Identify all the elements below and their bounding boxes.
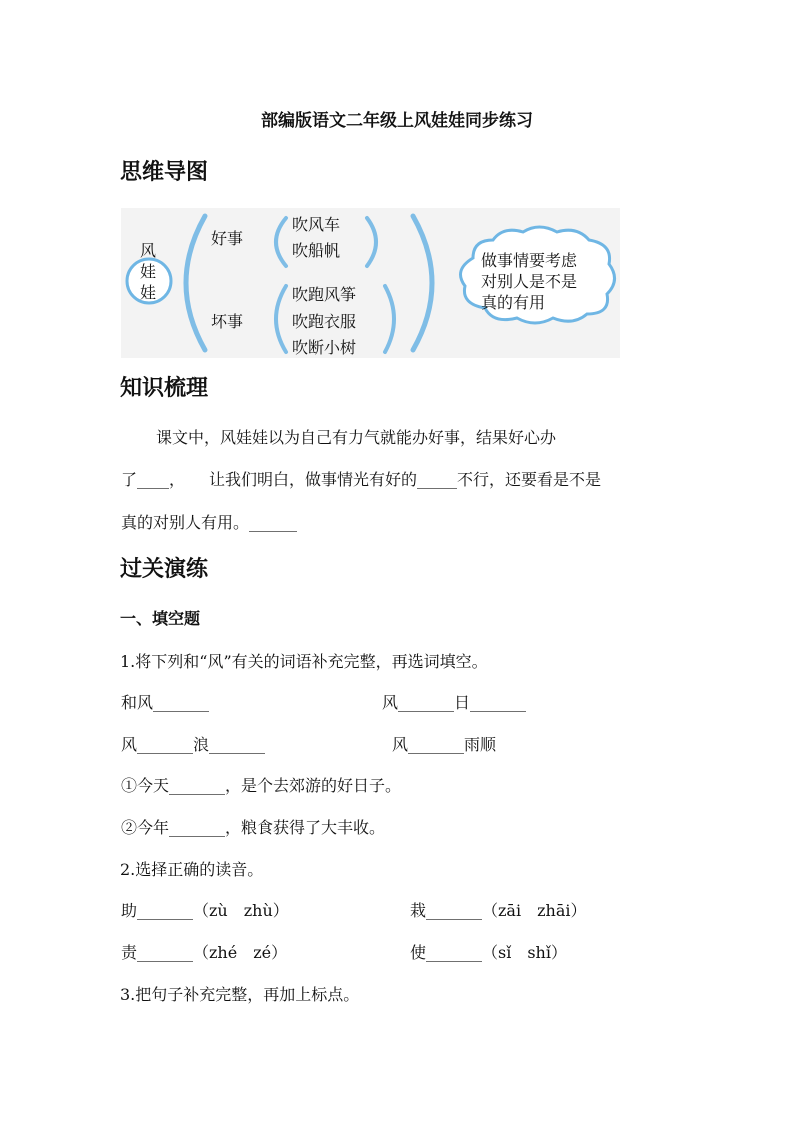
good-right-bracket <box>367 218 376 266</box>
q2-item-3: 责_______（zhé zé） <box>121 943 288 962</box>
q1-sentence-1: ①今天_______，是个去郊游的好日子。 <box>121 776 402 795</box>
practice-heading: 过关演练 <box>120 557 209 582</box>
q1-word-3: 风_______浪_______ <box>121 735 266 754</box>
bad-left-bracket <box>276 286 286 352</box>
bad-item-3: 吹断小树 <box>292 338 357 357</box>
main-right-bracket <box>413 216 432 350</box>
q2-item-2: 栽_______（zāi zhāi） <box>410 901 587 920</box>
bad-right-bracket <box>385 286 394 352</box>
conclusion-line-3: 真的有用 <box>481 293 546 312</box>
conclusion-line-2: 对别人是不是 <box>481 272 578 291</box>
good-item-2: 吹船帆 <box>292 241 341 260</box>
q1-word-2: 风_______日_______ <box>382 693 527 712</box>
mind-map <box>121 208 620 358</box>
knowledge-line-2b: 让我们明白，做事情光有好的_____不行，还要看是不是 <box>209 470 602 489</box>
mindmap-heading: 思维导图 <box>120 160 209 185</box>
q1-sentence-2: ②今年_______，粮食获得了大丰收。 <box>121 818 386 837</box>
good-label: 好事 <box>211 229 244 248</box>
document-title: 部编版语文二年级上风娃娃同步练习 <box>261 111 533 131</box>
good-left-bracket <box>276 218 286 266</box>
knowledge-line-2a: 了____， <box>121 470 186 489</box>
bad-item-1: 吹跑风筝 <box>292 285 357 304</box>
fill-in-heading: 一、填空题 <box>120 609 201 628</box>
q3-prompt: 3.把句子补充完整，再加上标点。 <box>120 985 360 1004</box>
q1-word-4: 风_______雨顺 <box>392 735 497 754</box>
knowledge-heading: 知识梳理 <box>120 376 209 401</box>
center-char-3: 娃 <box>140 283 157 302</box>
good-item-1: 吹风车 <box>292 215 341 234</box>
q1-prompt: 1.将下列和“风”有关的词语补充完整，再选词填空。 <box>120 652 488 671</box>
knowledge-line-3: 真的对别人有用。______ <box>121 513 298 532</box>
q2-prompt: 2.选择正确的读音。 <box>120 860 264 879</box>
knowledge-line-1: 课文中，风娃娃以为自己有力气就能办好事，结果好心办 <box>156 428 557 447</box>
q1-word-1: 和风_______ <box>121 693 210 712</box>
bad-item-2: 吹跑衣服 <box>292 312 357 331</box>
bad-label: 坏事 <box>211 312 244 331</box>
q2-item-4: 使_______（sǐ shǐ） <box>410 943 567 962</box>
conclusion-line-1: 做事情要考虑 <box>481 251 578 270</box>
main-left-bracket <box>186 216 205 350</box>
center-char-2: 娃 <box>140 262 157 281</box>
center-char-1: 风 <box>140 241 157 260</box>
q2-item-1: 助_______（zù zhù） <box>121 901 289 920</box>
